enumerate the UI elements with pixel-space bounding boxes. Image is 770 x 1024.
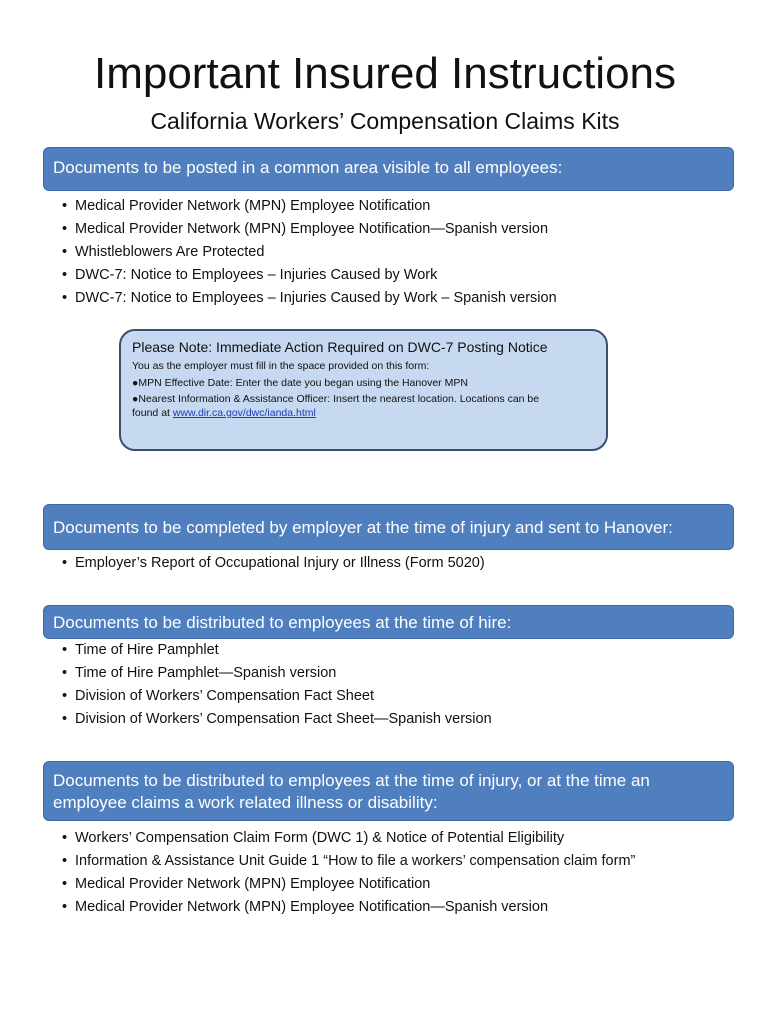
note-line-prefix: found at: [132, 407, 173, 419]
bullet-icon: •: [62, 221, 68, 237]
list-item: [62, 662, 492, 685]
list-item-text: Employer’s Report of Occupational Injury or Illness (Form 5020): [75, 555, 485, 571]
bullet-icon: •: [62, 899, 68, 915]
list-item: [62, 827, 635, 850]
bullet-icon: •: [62, 711, 68, 727]
list-item: [62, 241, 557, 264]
list-item-text: Workers’ Compensation Claim Form (DWC 1) & Notice of Potential Eligibility: [75, 830, 565, 846]
section-heading-text: Documents to be distributed to employees at the time of injury, or at the time an: [53, 771, 650, 790]
page-subtitle: California Workers’ Compensation Claims Kits: [150, 108, 620, 134]
list-item-text: Medical Provider Network (MPN) Employee Notification—Spanish version: [75, 221, 549, 237]
note-line: You as the employer must fill in the space provided on this form:: [132, 360, 430, 372]
list-item: [62, 708, 492, 731]
list-item: [62, 850, 635, 873]
section-heading-text: Documents to be posted in a common area visible to all employees:: [53, 158, 563, 177]
list-item-text: Division of Workers’ Compensation Fact Sheet: [75, 688, 374, 704]
bullet-icon: •: [62, 244, 68, 260]
list-item: [62, 896, 635, 919]
list-item-text: Medical Provider Network (MPN) Employee Notification—Spanish version: [75, 899, 549, 915]
section-heading-text: Documents to be completed by employer at the time of injury and sent to Hanover:: [53, 518, 673, 537]
bullet-icon: •: [62, 853, 68, 869]
list-item: [62, 287, 557, 310]
list-item: [62, 685, 492, 708]
bullet-icon: •: [62, 267, 68, 283]
bullet-icon: •: [62, 688, 68, 704]
section-heading-text: employee claims a work related illness or disability:: [53, 793, 438, 812]
bullet-icon: •: [62, 830, 68, 846]
completed-documents-list: [62, 552, 485, 575]
bullet-icon: •: [62, 642, 68, 658]
section-heading-hire: [43, 605, 734, 639]
section-heading-completed: [43, 504, 734, 550]
list-item: [62, 873, 635, 896]
list-item-text: Medical Provider Network (MPN) Employee Notification: [75, 876, 431, 892]
list-item: [62, 639, 492, 662]
ianda-link[interactable]: www.dir.ca.gov/dwc/ianda.html: [172, 407, 316, 419]
list-item: [62, 218, 557, 241]
injury-documents-list: [62, 827, 635, 919]
note-heading: Please Note: Immediate Action Required on DWC-7 Posting Notice: [132, 339, 548, 355]
list-item-text: DWC-7: Notice to Employees – Injuries Caused by Work: [75, 267, 438, 283]
dwc7-note-box: [119, 329, 608, 451]
bullet-icon: •: [62, 290, 68, 306]
list-item-text: Division of Workers’ Compensation Fact Sheet—Spanish version: [75, 711, 492, 727]
bullet-icon: •: [62, 555, 68, 571]
list-item: [62, 552, 485, 575]
note-line: [132, 392, 596, 420]
list-item-text: Whistleblowers Are Protected: [75, 244, 265, 260]
section-heading-injury: [43, 761, 734, 821]
page-title: Important Insured Instructions: [93, 49, 677, 98]
list-item-text: Information & Assistance Unit Guide 1 “How to file a workers’ compensation claim form”: [75, 853, 636, 869]
section-heading-text: Documents to be distributed to employees at the time of hire:: [53, 613, 512, 632]
note-line-text: ●Nearest Information & Assistance Officer: Insert the nearest location. Locations can be: [132, 393, 540, 405]
section-heading-posted: [43, 147, 734, 191]
list-item: [62, 195, 557, 218]
list-item-text: Time of Hire Pamphlet: [75, 642, 219, 658]
bullet-icon: •: [62, 198, 68, 214]
list-item: [62, 264, 557, 287]
posted-documents-list: [62, 195, 557, 310]
list-item-text: Time of Hire Pamphlet—Spanish version: [75, 665, 337, 681]
bullet-icon: •: [62, 665, 68, 681]
note-line: ●MPN Effective Date: Enter the date you began using the Hanover MPN: [132, 377, 468, 389]
bullet-icon: •: [62, 876, 68, 892]
list-item-text: Medical Provider Network (MPN) Employee Notification: [75, 198, 431, 214]
list-item-text: DWC-7: Notice to Employees – Injuries Caused by Work – Spanish version: [75, 290, 557, 306]
hire-documents-list: [62, 639, 492, 731]
